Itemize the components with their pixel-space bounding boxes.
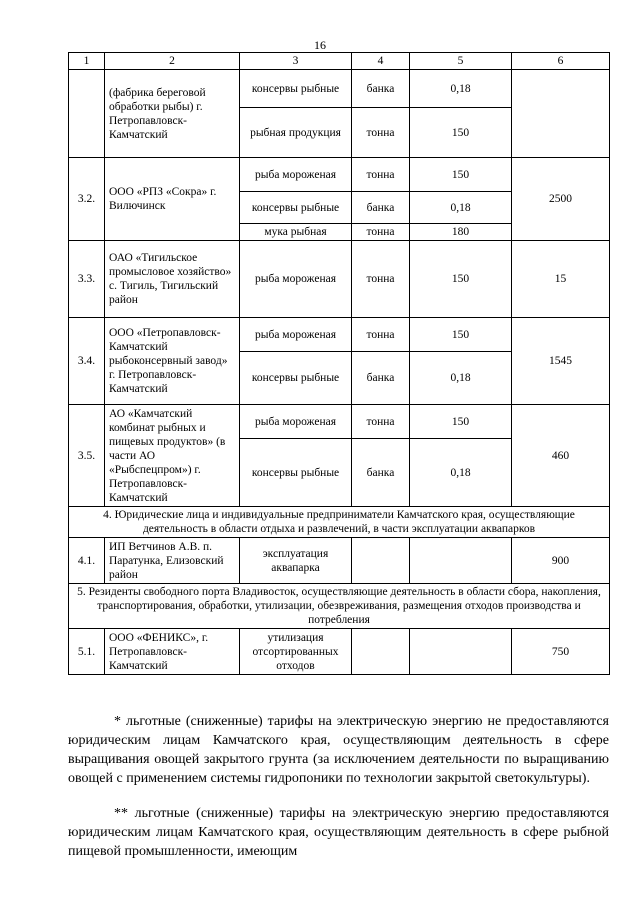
table-row: [69, 70, 610, 108]
product-cell: консервы рыбные: [240, 192, 352, 224]
company-cell: ООО «РПЗ «Сокра» г. Вилючинск: [105, 158, 240, 241]
product-cell: рыбная продукция: [240, 108, 352, 158]
company-cell: АО «Камчатский комбинат рыбных и пищевых продуктов» (в части АО «Рыбспецпром») г. Петропавловск-Камчатский: [105, 405, 240, 507]
section-heading: 5. Резиденты свободного порта Владивосток, осуществляющие деятельность в области сбора, накопления, транспортирования, обработки, утилизации, обезвреживания, размещения отходов производства и потребления: [69, 584, 610, 629]
tariff-cell: 150: [410, 158, 512, 192]
tariff-cell: [410, 538, 512, 584]
product-cell: мука рыбная: [240, 224, 352, 241]
footnote-1: * льготные (сниженные) тарифы на электрическую энергию не предоставляются юридическим лицам Камчатского края, осуществляющим деятельность в сфере выращивания овощей закрытого грунта (за исключением деятельности по выращиванию овощей с применением системы гидропоники по технологии закрытой светокультуры).: [68, 714, 609, 786]
footnote-2: ** льготные (сниженные) тарифы на электрическую энергию предоставляются юридическим лицам Камчатского края, осуществляющим деятельность в сфере рыбной пищевой промышленности, имеющим: [68, 806, 609, 859]
header-cell: 1: [69, 53, 105, 70]
table-row: [69, 241, 610, 318]
unit-cell: [352, 629, 410, 675]
unit-cell: тонна: [352, 318, 410, 352]
unit-cell: тонна: [352, 158, 410, 192]
row-number-cell: 3.3.: [69, 241, 105, 318]
header-cell: 3: [240, 53, 352, 70]
tariff-cell: 0,18: [410, 70, 512, 108]
unit-cell: [352, 538, 410, 584]
section-heading-row: [69, 507, 610, 538]
tariff-cell: 0,18: [410, 439, 512, 507]
volume-cell: 750: [512, 629, 610, 675]
product-cell: консервы рыбные: [240, 70, 352, 108]
unit-cell: тонна: [352, 108, 410, 158]
volume-cell: 15: [512, 241, 610, 318]
company-cell: ООО «ФЕНИКС», г. Петропавловск-Камчатский: [105, 629, 240, 675]
table-row: [69, 629, 610, 675]
product-cell: рыба мороженая: [240, 318, 352, 352]
header-cell: 2: [105, 53, 240, 70]
tariff-cell: 0,18: [410, 192, 512, 224]
tariff-cell: 150: [410, 108, 512, 158]
header-cell: 6: [512, 53, 610, 70]
footnotes: [68, 712, 609, 877]
product-cell: рыба мороженая: [240, 241, 352, 318]
company-cell: ООО «Петропавловск-Камчатский рыбоконсервный завод» г. Петропавловск-Камчатский: [105, 318, 240, 405]
row-number-cell: 4.1.: [69, 538, 105, 584]
tariff-cell: 180: [410, 224, 512, 241]
row-number-cell: 3.4.: [69, 318, 105, 405]
volume-cell: [512, 70, 610, 158]
product-cell: эксплуатация аквапарка: [240, 538, 352, 584]
volume-cell: 2500: [512, 158, 610, 241]
table-row: [69, 405, 610, 439]
unit-cell: банка: [352, 192, 410, 224]
page-number: 16: [314, 38, 326, 52]
company-cell: ИП Ветчинов А.В. п. Паратунка, Елизовский район: [105, 538, 240, 584]
unit-cell: банка: [352, 352, 410, 405]
table-row: [69, 538, 610, 584]
unit-cell: тонна: [352, 241, 410, 318]
unit-cell: тонна: [352, 224, 410, 241]
unit-cell: банка: [352, 439, 410, 507]
tariff-cell: 150: [410, 241, 512, 318]
section-heading: 4. Юридические лица и индивидуальные предприниматели Камчатского края, осуществляющие деятельность в области отдыха и развлечений, в части эксплуатации аквапарков: [69, 507, 610, 538]
product-cell: рыба мороженая: [240, 405, 352, 439]
tariff-cell: 150: [410, 318, 512, 352]
unit-cell: банка: [352, 70, 410, 108]
section-heading-row: [69, 584, 610, 629]
volume-cell: 1545: [512, 318, 610, 405]
header-cell: 5: [410, 53, 512, 70]
row-number-cell: [69, 70, 105, 158]
table-row: [69, 318, 610, 352]
tariff-table: [68, 52, 610, 675]
tariff-cell: 150: [410, 405, 512, 439]
tariff-cell: [410, 629, 512, 675]
row-number-cell: 3.2.: [69, 158, 105, 241]
volume-cell: 460: [512, 405, 610, 507]
company-cell: (фабрика береговой обработки рыбы) г. Петропавловск-Камчатский: [105, 70, 240, 158]
tariff-cell: 0,18: [410, 352, 512, 405]
volume-cell: 900: [512, 538, 610, 584]
row-number-cell: 5.1.: [69, 629, 105, 675]
product-cell: рыба мороженая: [240, 158, 352, 192]
table-row: [69, 158, 610, 192]
product-cell: консервы рыбные: [240, 352, 352, 405]
header-cell: 4: [352, 53, 410, 70]
product-cell: утилизация отсортированных отходов: [240, 629, 352, 675]
product-cell: консервы рыбные: [240, 439, 352, 507]
unit-cell: тонна: [352, 405, 410, 439]
company-cell: ОАО «Тигильское промысловое хозяйство» с. Тигиль, Тигильский район: [105, 241, 240, 318]
row-number-cell: 3.5.: [69, 405, 105, 507]
table-header-row: [69, 53, 610, 70]
